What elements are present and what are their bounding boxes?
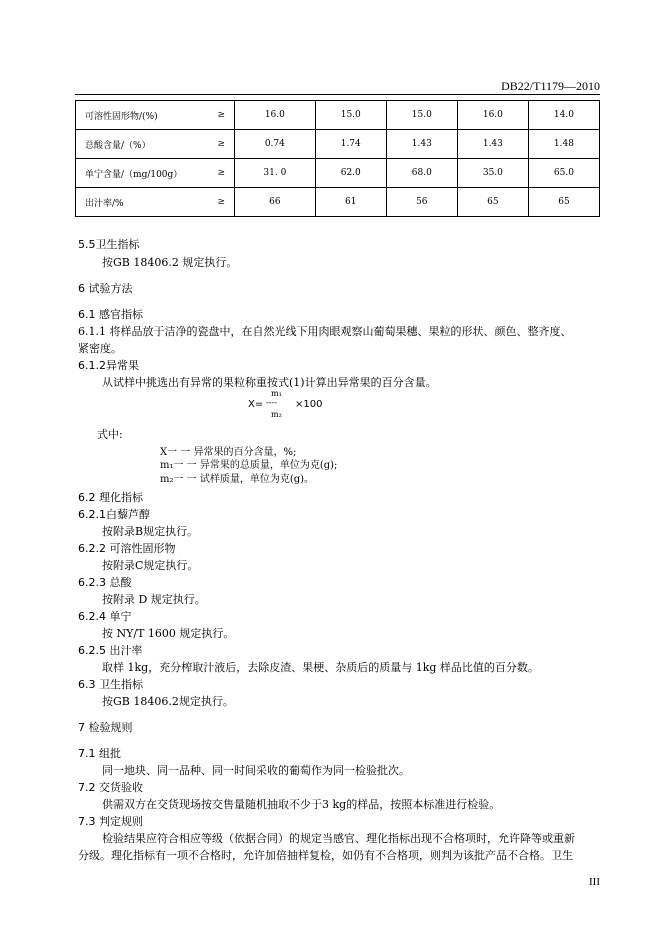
quality-table [75,100,600,217]
table-cell: 66 [235,188,316,217]
table-cell: 16.0 [235,101,316,130]
table-cell: 14.0 [528,101,599,130]
ge-symbol: ≥ [217,168,225,178]
table-row [76,130,600,159]
table-cell: 68.0 [386,159,457,188]
section-6-1-1-line1: 6.1.1 将样品放于洁净的瓷盘中，在自然光线下用肉眼观察山葡萄果穗、果粒的形状、颜色、整齐度、 [78,325,572,338]
row-label: 可溶性固形物/(%) [85,111,158,122]
formula-numerator: m₁ [271,389,282,398]
section-6-2-4-text: 按 NY/T 1600 规定执行。 [102,627,235,640]
section-5-5-title: 5.5卫生指标 [78,238,140,251]
row-label-cell [76,159,235,188]
table-cell: 65 [457,188,528,217]
section-6-2-1-text: 按附录B规定执行。 [102,525,199,538]
section-7-1-text: 同一地块、同一品种、同一时间采收的葡萄作为同一检验批次。 [102,764,410,777]
section-6-3-title: 6.3 卫生指标 [78,678,143,691]
section-7-title: 7 检验规则 [78,721,133,734]
section-7-1-title: 7.1 组批 [78,747,121,760]
where-item: m₁一 一 异常果的总质量，单位为克(g); [160,460,338,471]
section-7-2-title: 7.2 交货验收 [78,781,143,794]
section-6-2-3-text: 按附录 D 规定执行。 [102,593,206,606]
table-cell: 31. 0 [235,159,316,188]
table-cell: 15.0 [315,101,386,130]
table-cell: 1.74 [315,130,386,159]
section-6-2-3-title: 6.2.3 总酸 [78,576,132,589]
table-cell: 65.0 [528,159,599,188]
table-cell: 1.43 [386,130,457,159]
table-cell: 1.43 [457,130,528,159]
where-title: 式中: [97,428,123,441]
section-6-title: 6 试验方法 [78,282,133,295]
table-row [76,188,600,217]
table-cell: 1.48 [528,130,599,159]
row-label-cell [76,188,235,217]
section-6-2-title: 6.2 理化指标 [78,491,143,504]
where-item: m₂一 一 试样质量，单位为克(g)。 [160,474,315,485]
section-6-2-1-title: 6.2.1白藜芦醇 [78,508,150,521]
section-6-1-1-line2: 紧密度。 [78,342,122,355]
formula-fraction-bar: ---- [266,398,277,407]
section-7-3-line1: 检验结果应符合相应等级（依据合同）的规定当感官、理化指标出现不合格项时，允许降等或重新 [102,832,575,845]
row-label-cell [76,130,235,159]
section-6-1-2-title: 6.1.2异常果 [78,359,139,372]
section-6-1-title: 6.1 感官指标 [78,308,143,321]
row-label-cell [76,101,235,130]
formula-lhs: X= [248,399,264,410]
table-cell: 0.74 [235,130,316,159]
ge-symbol: ≥ [217,139,225,149]
formula-denominator: m₂ [271,410,282,419]
section-7-3-line2: 分级。理化指标有一项不合格时，允许加倍抽样复检，如仍有不合格项，则判为该批产品不合格。卫生 [78,849,573,862]
section-6-2-5-text: 取样 1kg，充分榨取汁液后，去除皮渣、果梗、杂质后的质量与 1kg 样品比值的百分数。 [102,661,539,674]
where-item: X一 一 异常果的百分含量，%; [160,447,297,458]
table-cell: 65 [528,188,599,217]
row-label: 总酸含量/（%） [85,140,151,151]
section-7-3-title: 7.3 判定规则 [78,815,143,828]
table-cell: 61 [315,188,386,217]
page-number: III [589,876,600,888]
row-label: 出汁率/% [85,198,124,209]
table-cell: 15.0 [386,101,457,130]
table-row [76,159,600,188]
ge-symbol: ≥ [217,110,225,120]
row-label: 单宁含量/（mg/100g） [85,169,183,180]
section-6-2-5-title: 6.2.5 出汁率 [78,644,143,657]
document-code: DB22/T1179—2010 [501,79,600,93]
section-6-1-2-text: 从试样中挑选出有异常的果粒称重按式(1)计算出异常果的百分含量。 [102,376,437,389]
section-7-2-text: 供需双方在交货现场按交售量随机抽取不少于3 kg的样品，按照本标准进行检验。 [102,798,501,811]
section-6-2-2-text: 按附录C规定执行。 [102,559,199,572]
section-6-3-text: 按GB 18406.2规定执行。 [102,695,234,708]
section-6-2-2-title: 6.2.2 可溶性固形物 [78,542,176,555]
table-cell: 35.0 [457,159,528,188]
table-row [76,101,600,130]
header-rule [75,94,600,95]
ge-symbol: ≥ [217,197,225,207]
formula-rhs: ×100 [295,399,323,410]
table-cell: 62.0 [315,159,386,188]
table-cell: 56 [386,188,457,217]
table-cell: 16.0 [457,101,528,130]
section-5-5-text: 按GB 18406.2 规定执行。 [102,256,238,269]
section-6-2-4-title: 6.2.4 单宁 [78,610,132,623]
